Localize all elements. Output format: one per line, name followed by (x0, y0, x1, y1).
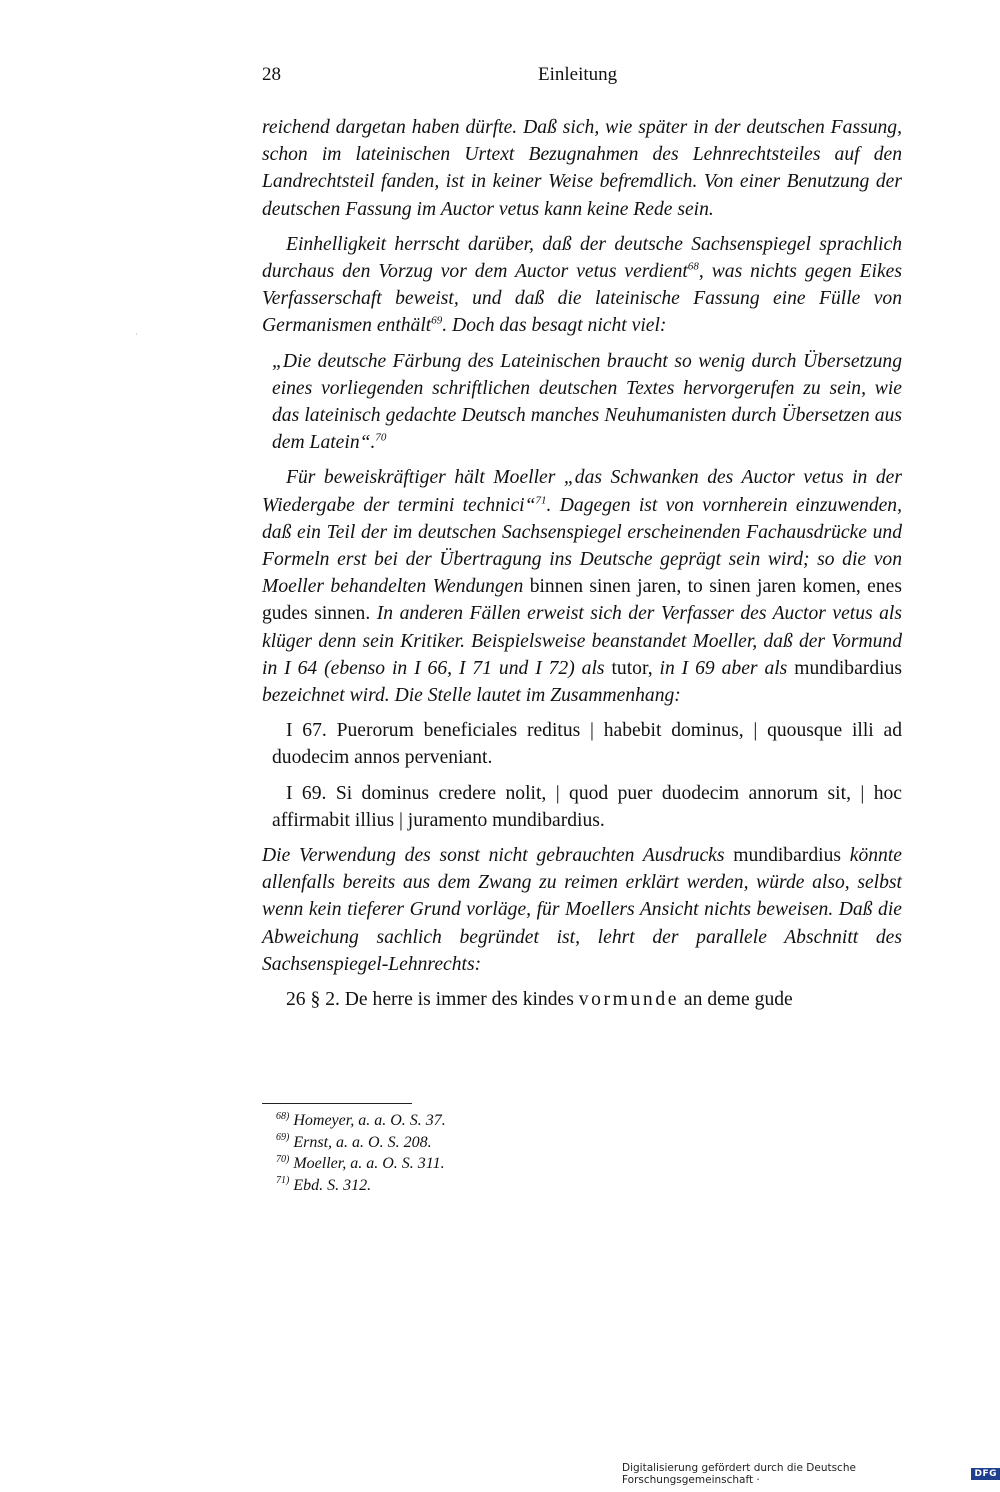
paragraph-1: reichend dargetan haben dürfte. Daß sich, wie später in der deutschen Fassung, schon im lateinischen Urtext Bezugnahmen des Lehnrechtsteiles auf den Landrechtsteil fanden, ist in keiner Weise befremdlich. Von einer Benutzung der deutschen Fassung im Auctor vetus kann keine Rede sein. (262, 117, 902, 220)
paragraph-3-part-a: Für beweiskräftiger hält Moeller „das Schwanken des Auctor vetus in der Wiedergabe der termini technici“ (262, 467, 902, 516)
scan-speck: · (135, 330, 138, 339)
term-mundibardius: mundibardius (794, 657, 902, 679)
footnote-mark: 69) (276, 1132, 290, 1144)
page-number: 28 (262, 64, 281, 85)
funding-banner (622, 1462, 1000, 1486)
footnote-text: Ebd. S. 312. (293, 1176, 372, 1194)
footnotes (276, 1110, 876, 1196)
running-header (262, 64, 902, 94)
paragraph-2-part-b: , was nichts gegen Eikes Verfasserschaft beweist, und daß die lateinische Fassung eine Fülle von Germanismen enthält (262, 261, 902, 337)
footnote-mark: 71) (276, 1175, 290, 1187)
footnote-text: Ernst, a. a. O. S. 208. (293, 1133, 432, 1151)
paragraph-3 (262, 464, 902, 709)
body-text (262, 114, 902, 1013)
footnote-mark: 68) (276, 1110, 290, 1122)
footnote-ref-70[interactable]: 70 (375, 431, 387, 444)
term-mundibardius-2: mundibardius (733, 845, 841, 867)
footnote-68 (276, 1110, 876, 1132)
paragraph-3-part-c: In anderen Fällen erweist sich der Verfasser des Auctor vetus als klüger denn sein Kritiker. Beispielsweise beanstandet Moeller, daß der Vormund in I 64 (ebenso in I 66, I 71 und I 72) als (262, 603, 902, 679)
lehnrecht-citation-part-a: 26 § 2. De herre is immer des kindes (286, 989, 574, 1011)
footnote-ref-68[interactable]: 68 (687, 260, 699, 273)
running-title: Einleitung (538, 64, 618, 85)
paragraph-4-part-b: könnte allenfalls bereits aus dem Zwang zu reimen erklärt werden, würde also, selbst wenn kein tieferer Grund vorläge, für Moellers Ansicht nichts beweisen. Daß die Abweichung sachlich begründet ist, lehrt der parallele Abschnitt des Sachsenspiegel-Lehnrechts: (262, 845, 902, 975)
term-vormunde: vormunde (578, 989, 680, 1011)
block-quote-text: „Die deutsche Färbung des Lateinischen braucht so wenig durch Übersetzung eines vorliegenden schriftlichen deutschen Textes hervorgerufen zu sein, wie das lateinisch gedachte Deutsch manches Neuhumanisten durch Übersetzen aus dem Latein“. (272, 350, 902, 454)
block-quote (272, 348, 902, 457)
dfg-logo-icon[interactable]: DFG (971, 1468, 1000, 1480)
paragraph-3-part-b: . Dagegen ist von vornherein einzuwenden, daß ein Teil der im deutschen Sachsenspiegel erscheinenden Fachausdrücke und Formeln erst bei der Übertragung ins Deutsche geprägt sein wird; so die von Moeller behandelten Wendungen (262, 494, 903, 598)
paragraph-2-part-c: . Doch das besagt nicht viel: (442, 315, 667, 337)
footnote-70 (276, 1153, 876, 1175)
footnote-ref-71[interactable]: 71 (535, 494, 547, 507)
paragraph-3-upright-phrases: binnen sinen jaren, to sinen jaren komen, enes gudes sinnen. (262, 576, 902, 625)
paragraph-4-part-a: Die Verwendung des sonst nicht gebrauchten Ausdrucks (262, 845, 725, 867)
paragraph-3-part-d: in I 69 aber als (659, 657, 788, 679)
paragraph-4 (262, 842, 902, 978)
paragraph-3-part-e: bezeichnet wird. Die Stelle lautet im Zusammenhang: (262, 685, 681, 707)
paragraph-2 (262, 231, 902, 340)
latin-citation-i-67: I 67. Puerorum beneficiales reditus | habebit dominus, | quousque illi ad duodecim annos perveniant. (272, 720, 902, 769)
footnote-71 (276, 1175, 876, 1197)
footnote-divider (262, 1103, 412, 1104)
funding-text: Digitalisierung gefördert durch die Deutsche Forschungsgemeinschaft · (622, 1462, 856, 1486)
lehnrecht-citation (272, 986, 902, 1013)
paragraph-2-part-a: Einhelligkeit herrscht darüber, daß der deutsche Sachsenspiegel sprachlich durchaus den Vorzug vor dem Auctor vetus verdient (262, 233, 902, 283)
lehnrecht-citation-part-b: an deme gude (683, 989, 793, 1011)
footnote-ref-69[interactable]: 69 (431, 314, 443, 327)
latin-citation-i-69: I 69. Si dominus credere nolit, | quod puer duodecim annorum sit, | hoc affirmabit illius | juramento mundibardius. (272, 782, 902, 831)
term-tutor: tutor, (611, 657, 653, 679)
footnote-69 (276, 1132, 876, 1154)
footnote-text: Moeller, a. a. O. S. 311. (293, 1155, 445, 1172)
footnote-mark: 70) (276, 1153, 290, 1165)
footnote-text: Homeyer, a. a. O. S. 37. (293, 1112, 446, 1129)
